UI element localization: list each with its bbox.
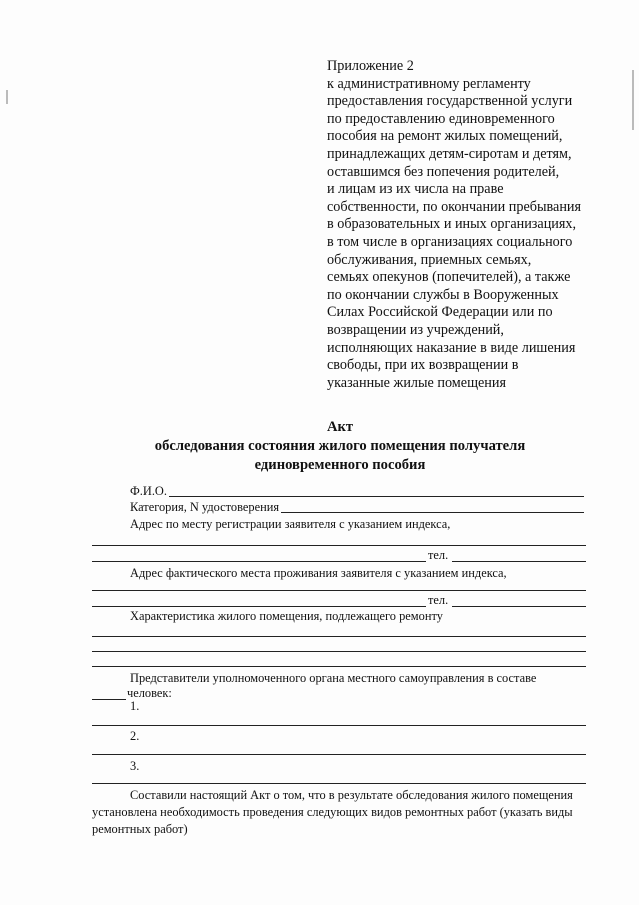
conclusion-line-1: Составили настоящий Акт о том, что в результате обследования жилого помещения (130, 788, 573, 802)
reg-address-label: Адрес по месту регистрации заявителя с указанием индекса, (130, 517, 451, 531)
representative-2-field[interactable] (92, 754, 586, 755)
appendix-line: указанные жилые помещения (327, 374, 507, 391)
reg-address-field[interactable] (92, 545, 586, 546)
appendix-line: семьях опекунов (попечителей), а также (327, 269, 571, 286)
appendix-line: возвращении из учреждений, (327, 321, 504, 338)
scan-edge-mark (632, 70, 634, 130)
category-label: Категория, N удостоверения (130, 500, 280, 514)
appendix-line: свободы, при их возвращении в (327, 357, 519, 374)
act-subtitle-line-1: обследования состояния жилого помещения получателя (154, 438, 526, 454)
appendix-line: по предоставлению единовременного (327, 110, 555, 127)
act-title: Акт (326, 419, 354, 435)
appendix-line: оставшимся без попечения родителей, (327, 163, 560, 180)
appendix-line: Силах Российской Федерации или по (327, 304, 553, 321)
fio-field[interactable] (169, 484, 584, 497)
appendix-line: исполняющих наказание в виде лишения (327, 339, 576, 356)
representative-3-field[interactable] (92, 783, 586, 784)
characteristics-field-2[interactable] (92, 651, 586, 652)
representatives-people-label: человек: (127, 686, 172, 700)
appendix-line: в образовательных и иных организациях, (327, 216, 577, 233)
characteristics-label: Характеристика жилого помещения, подлежащего ремонту (130, 609, 443, 623)
representative-2-number: 2. (130, 729, 140, 743)
appendix-line: обслуживания, приемных семьях, (327, 251, 532, 268)
appendix-header (327, 58, 627, 392)
representatives-label: Представители уполномоченного органа местного самоуправления в составе (130, 671, 537, 685)
actual-address-field[interactable] (92, 590, 586, 591)
representative-1-field[interactable] (92, 725, 586, 726)
appendix-line: предоставления государственной услуги (327, 93, 573, 110)
fio-row (130, 484, 584, 499)
actual-address-field-2[interactable] (92, 606, 426, 607)
category-field[interactable] (281, 500, 584, 513)
conclusion-line-3: ремонтных работ) (92, 822, 188, 836)
reg-address-field-2[interactable] (92, 561, 426, 562)
appendix-line: в том числе в организациях социального (327, 233, 573, 250)
phone-field-2[interactable] (452, 606, 586, 607)
category-row (130, 500, 584, 515)
representative-3-number: 3. (130, 759, 140, 773)
appendix-line: пособия на ремонт жилых помещений, (327, 128, 563, 145)
characteristics-field-3[interactable] (92, 666, 586, 667)
appendix-line: по окончании службы в Вооруженных (327, 286, 559, 303)
actual-address-label: Адрес фактического места проживания заявителя с указанием индекса, (130, 566, 507, 580)
appendix-line: принадлежащих детям-сиротам и детям, (327, 145, 572, 162)
conclusion-line-2: установлена необходимость проведения следующих видов ремонтных работ (указать виды (92, 805, 573, 819)
appendix-line: Приложение 2 (327, 58, 414, 74)
phone-field-1[interactable] (452, 561, 586, 562)
representative-1-number: 1. (130, 699, 140, 713)
phone-label-2: тел. (428, 593, 449, 607)
representatives-count-field[interactable] (92, 699, 126, 700)
fio-label: Ф.И.О. (130, 484, 167, 498)
scan-edge-mark (6, 90, 8, 104)
characteristics-field-1[interactable] (92, 636, 586, 637)
appendix-line: собственности, по окончании пребывания (327, 198, 582, 215)
phone-label-1: тел. (428, 548, 449, 562)
act-subtitle-line-2: единовременного пособия (254, 457, 426, 473)
appendix-line: и лицам из их числа на праве (327, 181, 504, 198)
appendix-line: к административному регламенту (327, 75, 531, 92)
